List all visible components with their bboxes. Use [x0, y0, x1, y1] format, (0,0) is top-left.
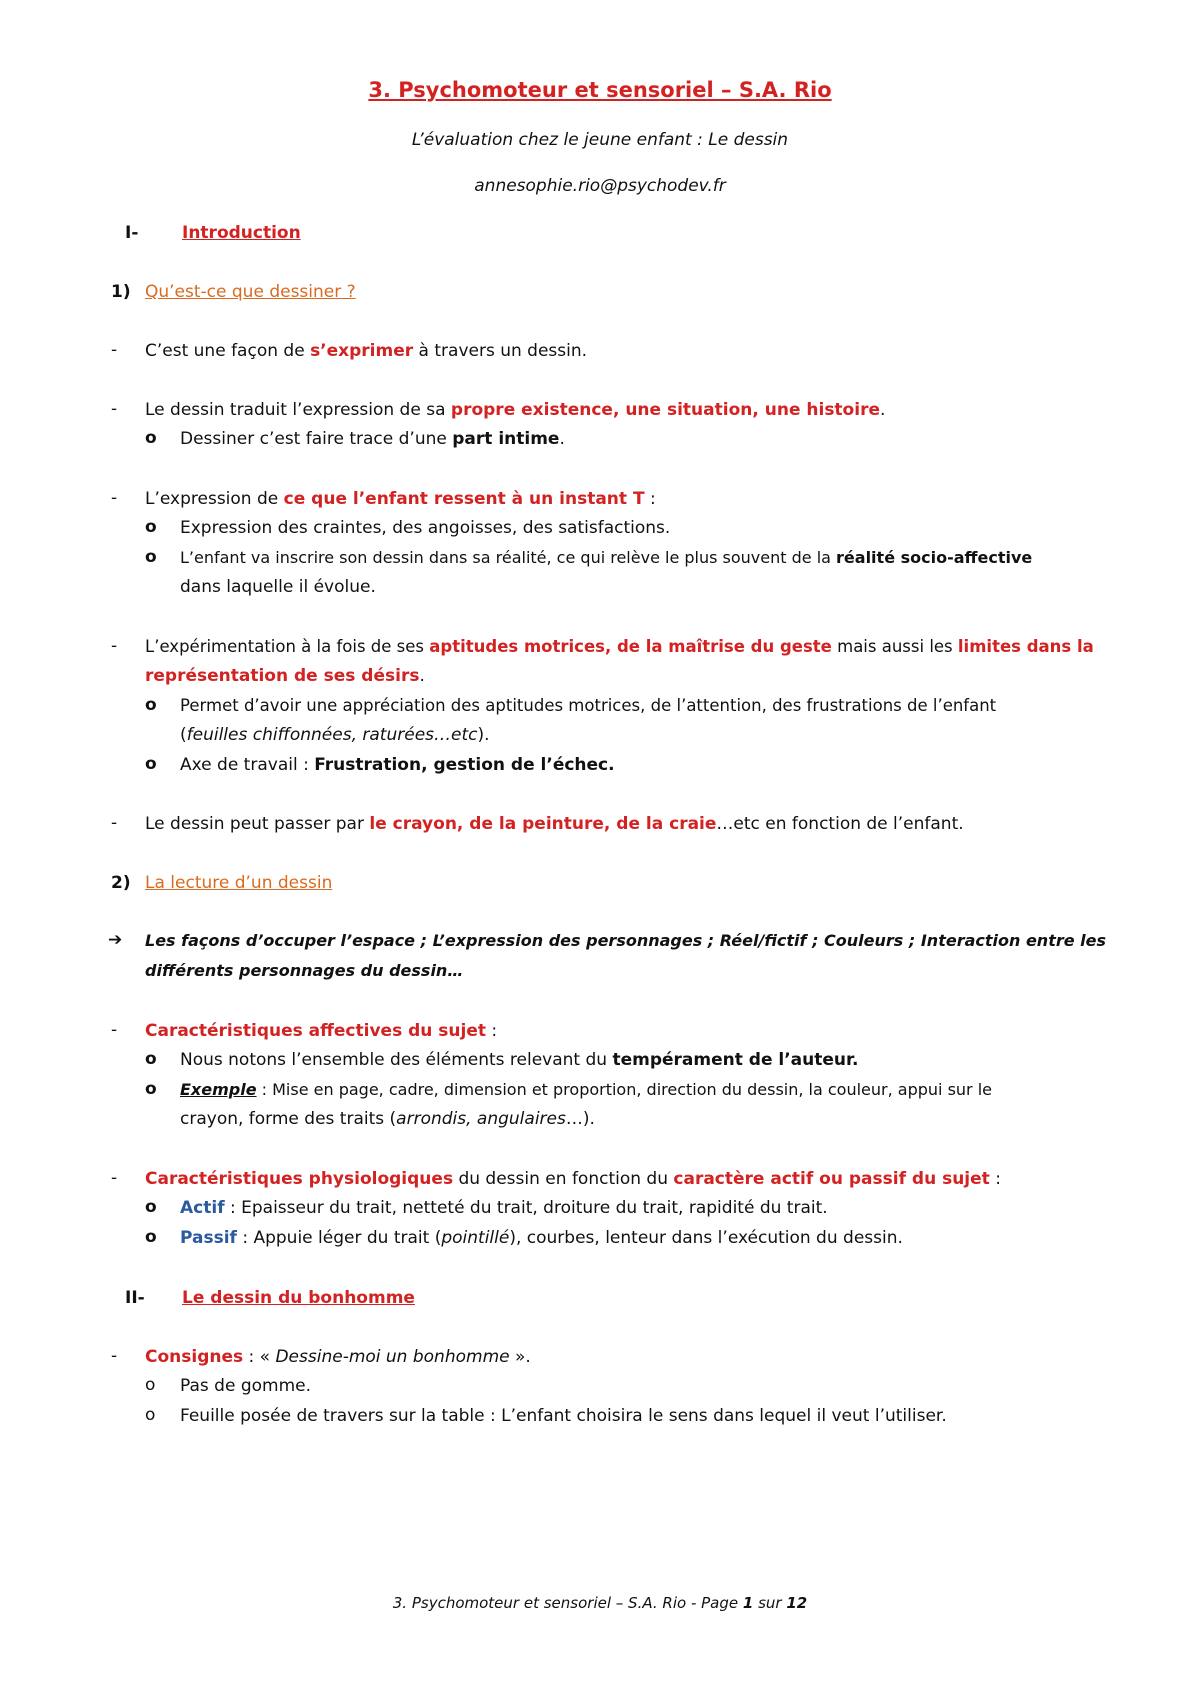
- highlight: s’exprimer: [310, 341, 414, 361]
- subsection-number: 2): [111, 873, 131, 893]
- highlight: caractère actif ou passif du sujet: [673, 1169, 990, 1189]
- section-number: II-: [125, 1288, 145, 1308]
- bullet-item: Expression des craintes, des angoisses, des satisfactions.: [180, 518, 671, 538]
- page-footer: 3. Psychomoteur et sensoriel – S.A. Rio - Page 1 sur 12: [392, 1594, 808, 1612]
- bullet-marker: o: [145, 1375, 156, 1395]
- bullet-item: L’enfant va inscrire son dessin dans sa réalité, ce qui relève le plus souvent de la réalité socio-affective: [180, 548, 1033, 567]
- highlight: Consignes: [145, 1347, 244, 1367]
- highlight: propre existence, une situation, une histoire: [450, 400, 880, 420]
- bullet-item-continued: dans laquelle il évolue.: [180, 577, 376, 597]
- bullet-marker: o: [145, 1405, 156, 1425]
- bullet-marker: o: [145, 1197, 157, 1217]
- bullet-item: Permet d’avoir une appréciation des aptitudes motrices, de l’attention, des frustrations de l’enfant: [180, 696, 997, 715]
- bullet-marker: o: [145, 695, 157, 715]
- paragraph: L’expérimentation à la fois de ses aptitudes motrices, de la maîtrise du geste mais aussi les limites dans la: [145, 637, 1094, 656]
- paragraph: L’expression de ce que l’enfant ressent à un instant T :: [145, 489, 656, 509]
- dash-marker: -: [111, 1346, 118, 1366]
- dash-marker: -: [111, 636, 118, 656]
- highlight: aptitudes motrices, de la maîtrise du geste: [429, 637, 832, 656]
- bullet-item: Nous notons l’ensemble des éléments relevant du tempérament de l’auteur.: [180, 1050, 859, 1070]
- arrow-icon: ➔: [108, 930, 123, 950]
- page-subtitle: L’évaluation chez le jeune enfant : Le dessin: [411, 130, 789, 150]
- bullet-item: Exemple : Mise en page, cadre, dimension et proportion, direction du dessin, la couleur, appui sur le: [180, 1080, 993, 1099]
- bullet-marker: o: [145, 547, 157, 567]
- bullet-item: Dessiner c’est faire trace d’une part intime.: [180, 429, 565, 449]
- page-number: 1: [742, 1594, 754, 1612]
- highlight: limites dans la: [957, 637, 1094, 656]
- paragraph: Caractéristiques affectives du sujet :: [145, 1021, 498, 1041]
- section-title: Le dessin du bonhomme: [182, 1288, 415, 1308]
- paragraph: Consignes : « Dessine-moi un bonhomme ».: [145, 1347, 531, 1367]
- paragraph: Caractéristiques physiologiques du dessin en fonction du caractère actif ou passif du sujet :: [145, 1169, 1001, 1189]
- highlight: représentation de ses désirs: [145, 666, 420, 686]
- bullet-marker: o: [145, 1049, 157, 1069]
- highlight: Caractéristiques affectives du sujet: [145, 1021, 487, 1041]
- subsection-number: 1): [111, 282, 131, 302]
- bullet-item-continued: (feuilles chiffonnées, raturées…etc).: [180, 725, 490, 745]
- paragraph: Le dessin traduit l’expression de sa propre existence, une situation, une histoire.: [145, 400, 886, 420]
- bullet-marker: o: [145, 754, 157, 774]
- bullet-item: Pas de gomme.: [180, 1376, 311, 1396]
- arrow-item-continued: différents personnages du dessin…: [145, 961, 464, 980]
- arrow-item: Les façons d’occuper l’espace ; L’expression des personnages ; Réel/fictif ; Couleurs ; Interaction entre les: [145, 931, 1107, 950]
- bullet-marker: o: [145, 1079, 157, 1099]
- page-title: 3. Psychomoteur et sensoriel – S.A. Rio: [368, 78, 832, 102]
- bullet-item: Actif : Epaisseur du trait, netteté du trait, droiture du trait, rapidité du trait.: [180, 1198, 828, 1218]
- section-title: Introduction: [182, 223, 301, 243]
- bullet-item: Passif : Appuie léger du trait (pointillé), courbes, lenteur dans l’exécution du dessin.: [180, 1228, 903, 1248]
- bullet-marker: o: [145, 1227, 157, 1247]
- section-number: I-: [125, 223, 139, 243]
- page-total: 12: [786, 1594, 808, 1612]
- bullet-marker: o: [145, 517, 157, 537]
- highlight: Caractéristiques physiologiques: [145, 1169, 454, 1189]
- bullet-marker: o: [145, 428, 157, 448]
- highlight: le crayon, de la peinture, de la craie: [369, 814, 717, 834]
- bullet-item-continued: crayon, forme des traits (arrondis, angulaires…).: [180, 1109, 595, 1129]
- bullet-item: Feuille posée de travers sur la table : L’enfant choisira le sens dans lequel il veut l’utiliser.: [180, 1406, 947, 1426]
- highlight: ce que l’enfant ressent à un instant T: [283, 489, 645, 509]
- dash-marker: -: [111, 488, 118, 508]
- subsection-title: Qu’est-ce que dessiner ?: [145, 282, 356, 302]
- paragraph-continued: représentation de ses désirs.: [145, 666, 425, 686]
- dash-marker: -: [111, 813, 118, 833]
- subsection-title: La lecture d’un dessin: [145, 873, 333, 893]
- dash-marker: -: [111, 1020, 118, 1040]
- dash-marker: -: [111, 340, 118, 360]
- dash-marker: -: [111, 399, 118, 419]
- bullet-item: Axe de travail : Frustration, gestion de l’échec.: [180, 755, 615, 775]
- author-email[interactable]: annesophie.rio@psychodev.fr: [474, 176, 726, 196]
- paragraph: C’est une façon de s’exprimer à travers un dessin.: [145, 341, 588, 361]
- paragraph: Le dessin peut passer par le crayon, de la peinture, de la craie…etc en fonction de l’enfant.: [145, 814, 964, 834]
- dash-marker: -: [111, 1168, 118, 1188]
